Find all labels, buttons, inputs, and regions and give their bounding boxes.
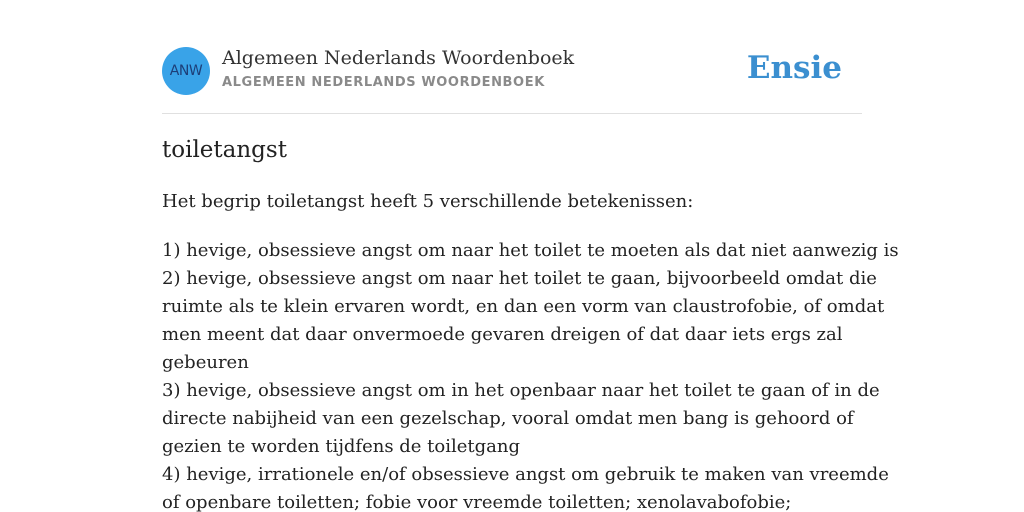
anw-logo-text: ANW bbox=[169, 63, 203, 79]
ensie-logo[interactable]: Ensie bbox=[746, 50, 842, 86]
header-divider bbox=[162, 113, 862, 114]
definition-line: 1) hevige, obsessieve angst om naar het toilet te moeten als dat niet aanwezig is bbox=[162, 240, 899, 261]
entry-title: toiletangst bbox=[162, 137, 287, 163]
definition-line: ruimte als te klein ervaren wordt, en dan een vorm van claustrofobie, of omdat bbox=[162, 296, 885, 317]
definition-line: 3) hevige, obsessieve angst om in het openbaar naar het toilet te gaan of in de bbox=[162, 380, 880, 401]
dictionary-subtitle: ALGEMEEN NEDERLANDS WOORDENBOEK bbox=[222, 75, 545, 90]
entry-intro: Het begrip toiletangst heeft 5 verschillende betekenissen: bbox=[162, 191, 694, 212]
definition-line: of openbare toiletten; fobie voor vreemde toiletten; xenolavabofobie; bbox=[162, 492, 792, 512]
dictionary-title[interactable]: Algemeen Nederlands Woordenboek bbox=[222, 47, 575, 69]
anw-logo[interactable] bbox=[162, 47, 210, 95]
definitions-list bbox=[162, 237, 899, 512]
definition-line: 4) hevige, irrationele en/of obsessieve angst om gebruik te maken van vreemde bbox=[162, 464, 889, 485]
site-header bbox=[162, 44, 862, 104]
definition-line: men meent dat daar onvermoede gevaren dreigen of dat daar iets ergs zal bbox=[162, 324, 843, 345]
definition-line: gezien te worden tijdfens de toiletgang bbox=[162, 436, 521, 457]
definition-line: gebeuren bbox=[162, 352, 249, 373]
definition-line: 2) hevige, obsessieve angst om naar het toilet te gaan, bijvoorbeeld omdat die bbox=[162, 268, 877, 289]
definition-line: directe nabijheid van een gezelschap, vooral omdat men bang is gehoord of bbox=[162, 408, 854, 429]
